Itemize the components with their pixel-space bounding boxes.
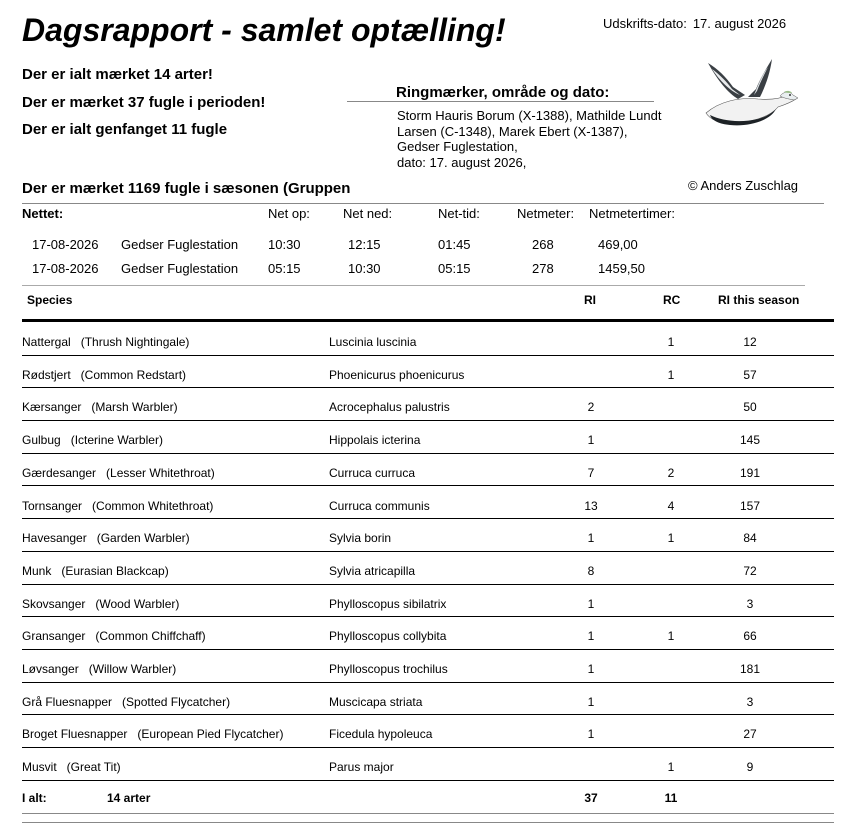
species-name: Kærsanger (Marsh Warbler) xyxy=(22,400,178,415)
latin-name: Muscicapa striata xyxy=(329,694,423,709)
species-name: Havesanger (Garden Warbler) xyxy=(22,531,190,546)
latin-name: Luscinia luscinia xyxy=(329,335,417,349)
rc-value: 1 xyxy=(667,760,675,775)
print-date-label: Udskrifts-dato: xyxy=(603,16,687,31)
col-ri-header: RI xyxy=(584,293,596,307)
latin-name: Curruca communis xyxy=(329,498,430,513)
ri-value: 1 xyxy=(587,531,595,546)
table-row xyxy=(22,519,834,552)
ri-value: 1 xyxy=(587,433,595,448)
divider xyxy=(22,822,834,823)
season-total: Der er mærket 1169 fugle i sæsonen (Gruppen xyxy=(22,180,351,197)
col-season-header: RI this season xyxy=(718,293,800,307)
species-name: Musvit (Great Tit) xyxy=(22,760,121,775)
season-value: 66 xyxy=(743,629,757,644)
latin-name: Ficedula hypoleuca xyxy=(329,727,433,742)
divider xyxy=(22,813,834,814)
net-site: Gedser Fuglestation xyxy=(121,237,239,252)
net-down: 10:30 xyxy=(348,261,381,276)
total-rc: 11 xyxy=(664,791,678,805)
summary-birds: Der er mærket 37 fugle i perioden! xyxy=(22,94,266,111)
season-value: 27 xyxy=(743,727,757,742)
latin-name: Sylvia borin xyxy=(329,531,392,546)
net-hours: 1459,50 xyxy=(598,261,645,276)
net-down: 12:15 xyxy=(348,237,381,252)
ri-value: 1 xyxy=(587,596,595,611)
ri-value: 7 xyxy=(587,465,595,480)
ringers-line: Storm Hauris Borum (X-1388), Mathilde Lundt xyxy=(397,108,662,123)
ri-value: 1 xyxy=(587,727,595,742)
report-title: Dagsrapport - samlet optælling! xyxy=(22,12,506,48)
table-row xyxy=(22,585,834,618)
ri-value: 1 xyxy=(587,629,595,644)
net-meters: 278 xyxy=(532,261,554,276)
total-row xyxy=(22,783,834,811)
season-value: 57 xyxy=(743,367,757,382)
species-name: Løvsanger (Willow Warbler) xyxy=(22,662,177,676)
ringers-heading: Ringmærker, område og dato: xyxy=(396,84,610,101)
table-row xyxy=(22,617,834,650)
season-value: 191 xyxy=(739,465,761,480)
net-meters: 268 xyxy=(532,237,554,252)
season-value: 84 xyxy=(743,531,757,546)
total-ri: 37 xyxy=(584,791,598,805)
species-name: Rødstjert (Common Redstart) xyxy=(22,367,187,382)
header-rule xyxy=(22,319,834,322)
print-date-value: 17. august 2026 xyxy=(692,16,787,31)
rc-value: 4 xyxy=(667,498,675,513)
net-time: 05:15 xyxy=(438,261,471,276)
species-name: Munk (Eurasian Blackcap) xyxy=(22,563,169,578)
net-hours-header: Netmetertimer: xyxy=(589,206,675,221)
net-meters-header: Netmeter: xyxy=(517,206,575,221)
table-row xyxy=(22,715,834,748)
species-name: Gransanger (Common Chiffchaff) xyxy=(22,629,206,644)
ringers-text xyxy=(397,108,687,170)
latin-name: Sylvia atricapilla xyxy=(329,563,416,578)
species-name: Nattergal (Thrush Nightingale) xyxy=(22,335,190,349)
table-row xyxy=(22,487,834,520)
season-value: 50 xyxy=(743,400,757,415)
copyright: © Anders Zuschlag xyxy=(688,178,799,193)
eider-duck-icon xyxy=(700,55,800,130)
ringers-line: Larsen (C-1348), Marek Ebert (X-1387), xyxy=(397,123,628,139)
summary-recaptured: Der er ialt genfanget 11 fugle xyxy=(22,121,228,138)
species-name: Tornsanger (Common Whitethroat) xyxy=(22,498,214,513)
latin-name: Acrocephalus palustris xyxy=(329,400,450,415)
table-row xyxy=(22,356,834,389)
table-row xyxy=(22,748,834,781)
table-row xyxy=(22,552,834,585)
total-species-count: 14 arter xyxy=(107,791,151,805)
divider xyxy=(22,203,824,204)
season-value: 72 xyxy=(743,563,757,578)
ringers-divider xyxy=(347,101,654,102)
ri-value: 1 xyxy=(587,694,595,709)
season-value: 9 xyxy=(746,760,754,775)
divider xyxy=(22,285,805,286)
table-row xyxy=(22,683,834,716)
net-up-header: Net op: xyxy=(268,206,310,221)
ringers-line: Gedser Fuglestation, xyxy=(397,139,518,154)
latin-name: Hippolais icterina xyxy=(329,433,421,448)
species-name: Gulbug (Icterine Warbler) xyxy=(22,433,163,448)
col-species-header: Species xyxy=(27,293,73,307)
latin-name: Phylloscopus trochilus xyxy=(329,662,448,676)
species-name: Grå Fluesnapper (Spotted Flycatcher) xyxy=(22,694,231,709)
latin-name: Parus major xyxy=(329,760,394,775)
summary-species: Der er ialt mærket 14 arter! xyxy=(22,66,213,83)
ri-value: 13 xyxy=(584,498,598,513)
latin-name: Phylloscopus sibilatrix xyxy=(329,596,447,611)
rc-value: 1 xyxy=(667,531,675,546)
season-value: 157 xyxy=(739,498,761,513)
total-label: I alt: xyxy=(22,791,47,805)
season-value: 3 xyxy=(746,694,754,709)
table-row xyxy=(22,650,834,683)
net-time-header: Net-tid: xyxy=(438,206,480,221)
table-row xyxy=(22,421,834,454)
net-up: 05:15 xyxy=(268,261,301,276)
ri-value: 2 xyxy=(587,400,595,415)
species-name: Broget Fluesnapper (European Pied Flycatcher) xyxy=(22,727,284,742)
ri-value: 1 xyxy=(587,662,595,676)
col-rc-header: RC xyxy=(663,293,681,307)
season-value: 3 xyxy=(746,596,754,611)
latin-name: Curruca curruca xyxy=(329,465,416,480)
rc-value: 1 xyxy=(667,367,675,382)
rc-value: 2 xyxy=(667,465,675,480)
table-row xyxy=(22,388,834,421)
net-up: 10:30 xyxy=(268,237,301,252)
rc-value: 1 xyxy=(667,629,675,644)
species-name: Gærdesanger (Lesser Whitethroat) xyxy=(22,465,215,480)
table-row xyxy=(22,323,834,356)
print-date xyxy=(603,16,786,31)
species-name: Skovsanger (Wood Warbler) xyxy=(22,596,180,611)
table-row xyxy=(22,454,834,487)
net-label: Nettet: xyxy=(22,206,64,221)
rc-value: 1 xyxy=(667,335,675,349)
season-value: 181 xyxy=(739,662,761,676)
net-site: Gedser Fuglestation xyxy=(121,261,239,276)
latin-name: Phylloscopus collybita xyxy=(329,629,447,644)
season-value: 12 xyxy=(743,335,757,349)
net-date: 17-08-2026 xyxy=(32,237,99,252)
season-value: 145 xyxy=(739,433,761,448)
ri-value: 8 xyxy=(587,563,595,578)
latin-name: Phoenicurus phoenicurus xyxy=(329,367,465,382)
net-date: 17-08-2026 xyxy=(32,261,99,276)
net-time: 01:45 xyxy=(438,237,471,252)
net-down-header: Net ned: xyxy=(343,206,393,221)
net-hours: 469,00 xyxy=(598,237,638,252)
ringers-line: dato: 17. august 2026, xyxy=(397,154,527,170)
